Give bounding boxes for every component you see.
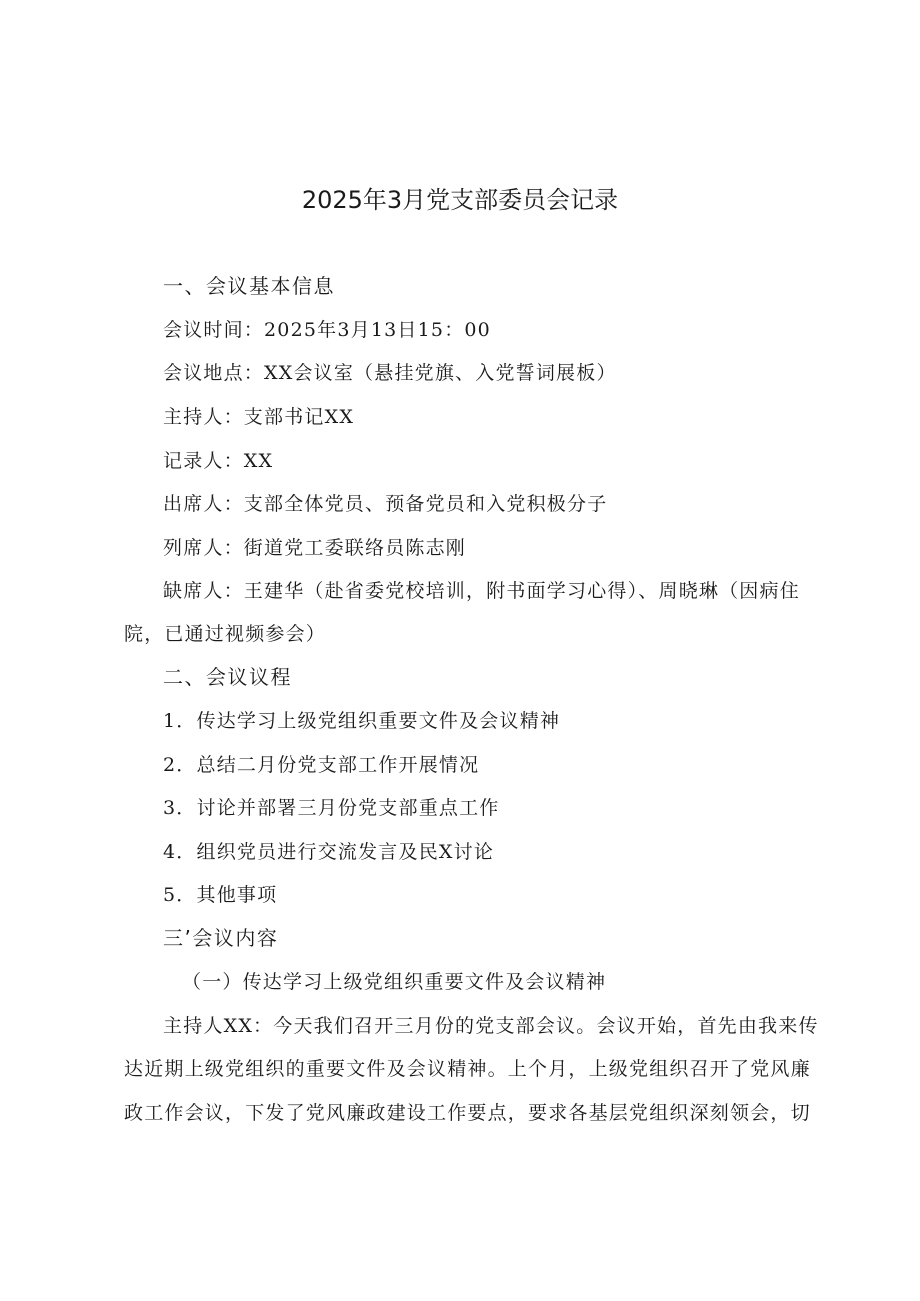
meeting-observers: 列席人：街道党工委联络员陈志刚 [163, 537, 467, 559]
agenda-item: 4．组织党员进行交流发言及民X讨论 [163, 841, 495, 863]
agenda-item: 5．其他事项 [163, 884, 278, 906]
meeting-absent-line-2: 院，已通过视频参会） [124, 623, 327, 645]
meeting-location: 会议地点：XX会议室（悬挂党旗、入党誓词展板） [163, 362, 617, 384]
agenda-item: 3．讨论并部署三月份党支部重点工作 [163, 797, 500, 819]
document-title: 2025年3月党支部委员会记录 [301, 186, 619, 214]
meeting-absent-line-1: 缺席人：王建华（赴省委党校培训，附书面学习心得）、周晓琳（因病住 [163, 580, 800, 602]
meeting-attendees: 出席人：支部全体党员、预备党员和入党积极分子 [163, 493, 608, 515]
section-1-heading: 一、会议基本信息 [163, 274, 335, 298]
section-3-subheading: （一）传达学习上级党组织重要文件及会议精神 [182, 971, 607, 993]
section-3-heading: 三’会议内容 [163, 926, 279, 950]
meeting-time: 会议时间：2025年3月13日15：00 [163, 319, 491, 341]
paragraph-line: 政工作会议，下发了党风廉政建设工作要点，要求各基层党组织深刻领会，切 [124, 1102, 811, 1124]
section-2-heading: 二、会议议程 [163, 665, 292, 689]
paragraph-line: 主持人XX：今天我们召开三月份的党支部会议。会议开始，首先由我来传 [163, 1015, 819, 1037]
meeting-recorder: 记录人：XX [163, 450, 274, 472]
agenda-item: 1．传达学习上级党组织重要文件及会议精神 [163, 710, 561, 732]
meeting-host: 主持人：支部书记XX [163, 406, 355, 428]
agenda-item: 2．总结二月份党支部工作开展情况 [163, 754, 480, 776]
paragraph-line: 达近期上级党组织的重要文件及会议精神。上个月，上级党组织召开了党风廉 [124, 1058, 811, 1080]
